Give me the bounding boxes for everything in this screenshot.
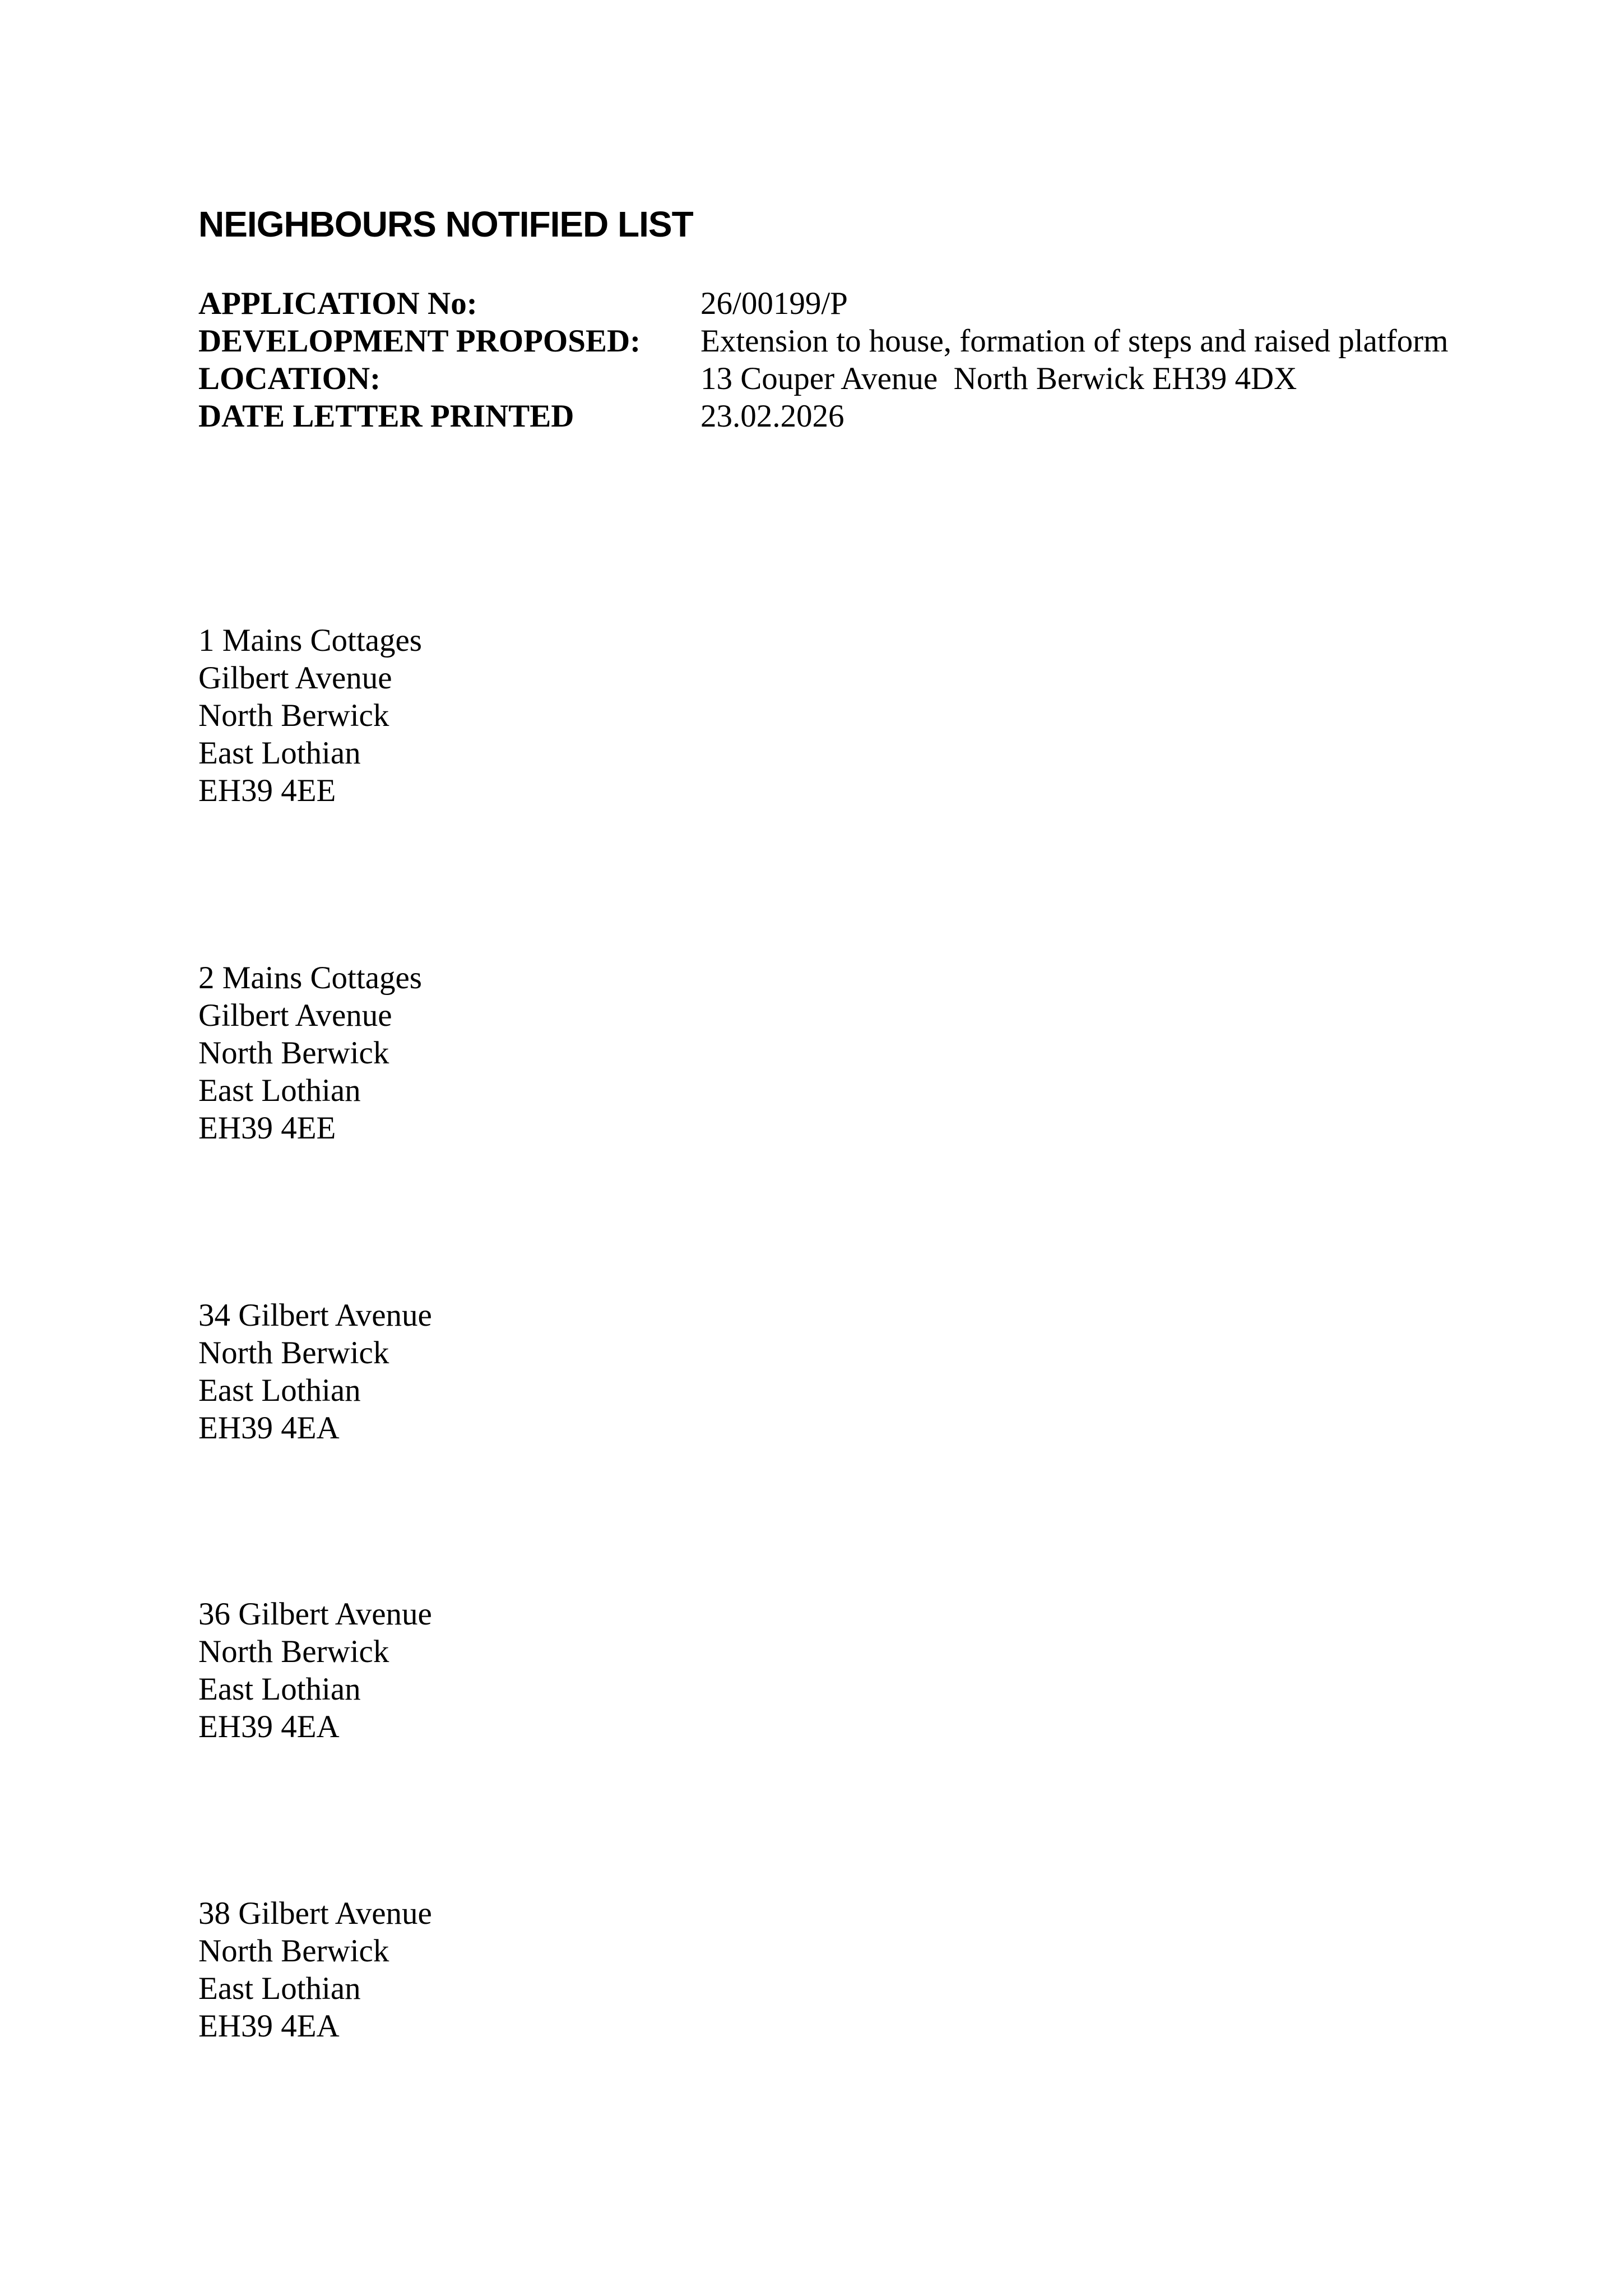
address-line: Gilbert Avenue bbox=[198, 660, 392, 696]
address-line: EH39 4EE bbox=[198, 1110, 336, 1146]
development-proposed-value: Extension to house, formation of steps and raised platform bbox=[700, 323, 1449, 359]
date-letter-printed-value: 23.02.2026 bbox=[700, 399, 845, 434]
document-title: NEIGHBOURS NOTIFIED LIST bbox=[198, 204, 693, 244]
address-line: 36 Gilbert Avenue bbox=[198, 1596, 432, 1632]
development-proposed-label: DEVELOPMENT PROPOSED: bbox=[198, 323, 641, 359]
location-value: 13 Couper Avenue North Berwick EH39 4DX bbox=[700, 361, 1297, 396]
address-line: 2 Mains Cottages bbox=[198, 960, 422, 996]
address-line: 34 Gilbert Avenue bbox=[198, 1298, 432, 1333]
address-block bbox=[198, 959, 422, 1147]
address-block bbox=[198, 1895, 432, 2045]
address-line: North Berwick bbox=[198, 698, 389, 733]
address-line: EH39 4EA bbox=[198, 1709, 340, 1744]
address-line: East Lothian bbox=[198, 1073, 361, 1108]
application-number-label: APPLICATION No: bbox=[198, 286, 477, 321]
location-row bbox=[198, 360, 1448, 397]
address-line: East Lothian bbox=[198, 1971, 361, 2006]
address-line: North Berwick bbox=[198, 1634, 389, 1669]
application-number-value: 26/00199/P bbox=[700, 286, 848, 321]
address-line: North Berwick bbox=[198, 1035, 389, 1071]
address-line: EH39 4EA bbox=[198, 1410, 340, 1446]
address-line: East Lothian bbox=[198, 735, 361, 771]
address-line: Gilbert Avenue bbox=[198, 998, 392, 1033]
address-block bbox=[198, 1297, 432, 1447]
address-line: East Lothian bbox=[198, 1373, 361, 1408]
address-line: 1 Mains Cottages bbox=[198, 623, 422, 658]
address-line: North Berwick bbox=[198, 1335, 389, 1371]
location-label: LOCATION: bbox=[198, 361, 381, 396]
development-proposed-row bbox=[198, 322, 1448, 360]
address-line: East Lothian bbox=[198, 1672, 361, 1707]
date-letter-printed-label: DATE LETTER PRINTED bbox=[198, 399, 574, 434]
application-details bbox=[198, 285, 1448, 435]
address-line: EH39 4EA bbox=[198, 2008, 340, 2044]
address-line: North Berwick bbox=[198, 1933, 389, 1969]
address-block bbox=[198, 622, 422, 809]
address-block bbox=[198, 1595, 432, 1746]
address-line: 38 Gilbert Avenue bbox=[198, 1896, 432, 1931]
date-letter-printed-row bbox=[198, 397, 1448, 435]
address-line: EH39 4EE bbox=[198, 773, 336, 808]
application-number-row bbox=[198, 285, 1448, 322]
